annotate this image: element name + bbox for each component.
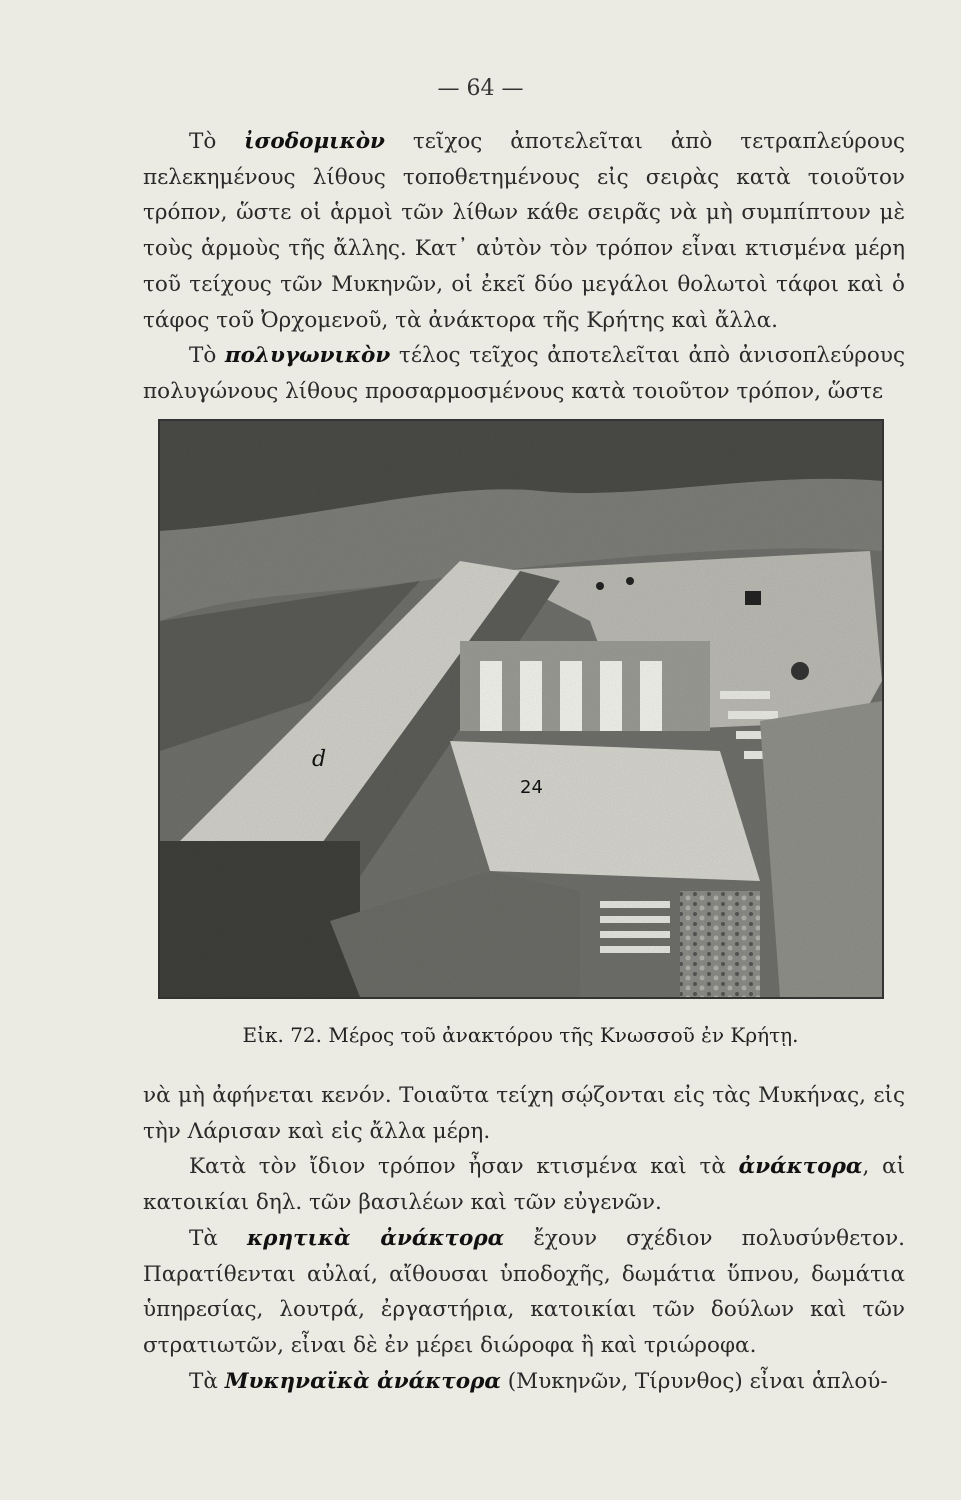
term-isodomic: ἰσοδομικὸν — [244, 129, 385, 154]
photo-label-d: d — [312, 747, 327, 772]
paragraph-cretan-palaces: Τὰ κρητικὰ ἀνάκτορα ἔχουν σχέδιον πολυσύνθετον. Παρατίθενται αὐλαί, αἴθουσαι ὑποδοχῆς, δωμάτια ὕπνου, δωμάτια ὑπηρεσίας, λουτρά, ἐργαστήρια, κατοικίαι τῶν δούλων καὶ τῶν στρατιωτῶν, εἶναι δὲ ἐν μέρει διώροφα ἢ καὶ τριώροφα. — [143, 1225, 905, 1358]
term-mycenaean-palaces: Μυκηναϊκὰ ἀνάκτορα — [224, 1368, 501, 1394]
paragraph-isodomic: Τὸ ἰσοδομικὸν τεῖχος ἀποτελεῖται ἀπὸ τετραπλεύρους πελεκημένους λίθους τοποθετημένους εἰς σειρὰς κατὰ τοιοῦτον τρόπον, ὥστε οἱ ἁρμοὶ τῶν λίθων κάθε σειρᾶς νὰ μὴ συμπίπτουν μὲ τοὺς ἁρμοὺς τῆς ἄλλης. Κατ᾽ αὐτὸν τὸν τρόπον εἶναι κτισμένα μέρη τοῦ τείχους τῶν Μυκηνῶν, οἱ ἐκεῖ δύο μεγάλοι θολωτοὶ τάφοι καὶ ὁ τάφος τοῦ Ὀρχομενοῦ, τὰ ἀνάκτορα τῆς Κρήτης καὶ ἄλλα. — [143, 129, 905, 333]
term-palaces: ἀνάκτορα — [738, 1154, 863, 1180]
term-polygonal: πολυγωνικὸν — [224, 343, 391, 369]
knossos-palace-photo — [158, 419, 884, 999]
paragraph-polygonal: Τὸ πολυγωνικὸν τέλος τεῖχος ἀποτελεῖται ἀπὸ ἀνισοπλεύρους πολυγώνους λίθους προσαρμοσμένους κατὰ τοιοῦτον τρόπον, ὥστε — [143, 343, 905, 404]
photo-label-24: 24 — [520, 777, 543, 798]
text-block-bottom — [143, 1078, 905, 1399]
paragraph-mycenaean-palaces: Τὰ Μυκηναϊκὰ ἀνάκτορα (Μυκηνῶν, Τίρυνθος) εἶναι ἁπλού- — [189, 1368, 888, 1394]
figure-caption: Εἰκ. 72. Μέρος τοῦ ἀνακτόρου τῆς Κνωσσοῦ ἐν Κρήτῃ. — [242, 1023, 799, 1047]
page-number: — 64 — — [437, 76, 524, 101]
text-block-top — [143, 124, 905, 410]
paragraph-palaces: Κατὰ τὸν ἴδιον τρόπον ἦσαν κτισμένα καὶ τὰ ἀνάκτορα, αἱ κατοικίαι δηλ. τῶν βασιλέων καὶ τῶν εὐγενῶν. — [143, 1154, 905, 1216]
paragraph-continuation: νὰ μὴ ἀφήνεται κενόν. Τοιαῦτα τείχη σῴζονται εἰς τὰς Μυκήνας, εἰς τὴν Λάρισαν καὶ εἰς ἄλλα μέρη. — [143, 1083, 905, 1144]
term-cretan-palaces: κρητικὰ ἀνάκτορα — [247, 1225, 505, 1251]
